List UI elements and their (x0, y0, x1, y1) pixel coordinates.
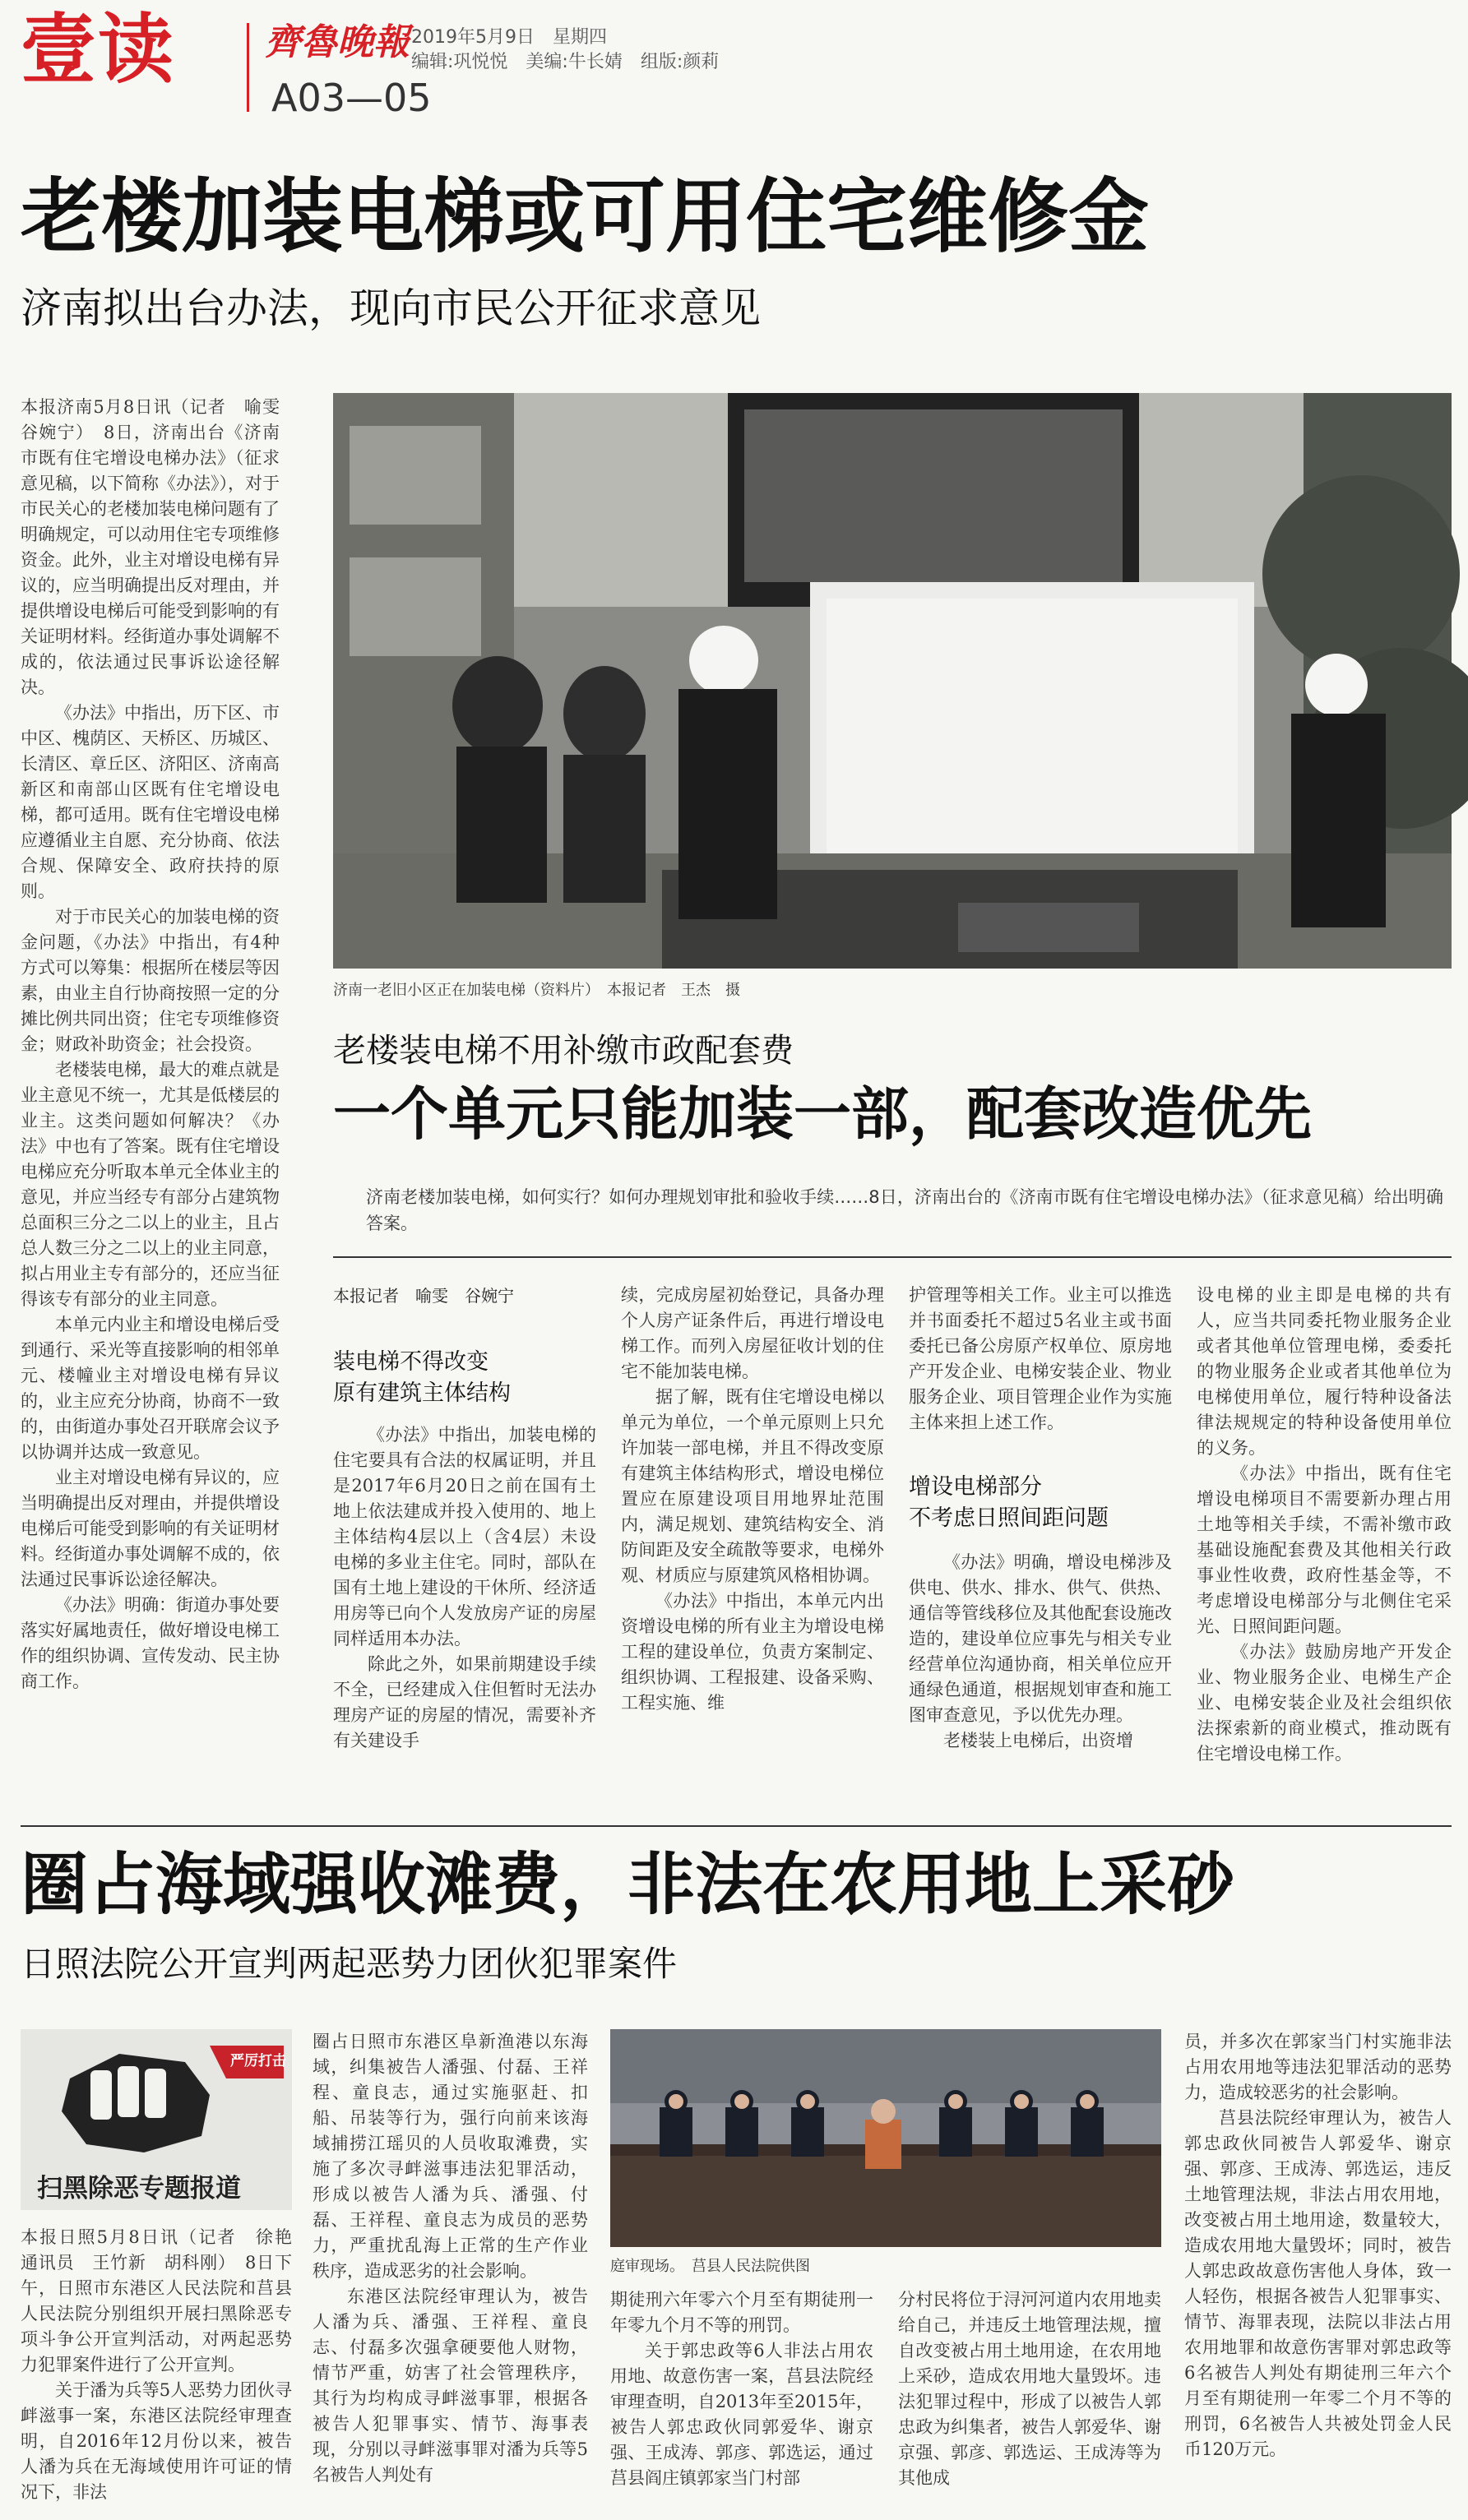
photo-caption: 济南一老旧小区正在加装电梯（资料片） 本报记者 王杰 摄 (333, 982, 740, 999)
courtroom-caption: 庭审现场。 莒县人民法院供图 (610, 2258, 810, 2275)
story2-paragraph: 《办法》中指出，加装电梯的住宅要具有合法的权属证明，并且是2017年6月20日之前在国有土地上依法建成并投入使用的、地上主体结构4层以上（含4层）未设电梯的多业主住宅。同时，部队在国有土地上建设的干休所、经济适用房等已向个人发放房产证的房屋同样适用本办法。 (333, 1425, 596, 1648)
elevator-photo (333, 393, 1452, 969)
story2-divider (333, 1256, 1452, 1258)
story2-col2 (621, 1283, 884, 1792)
story2-paragraph: 老楼装上电梯后，出资增 (943, 1731, 1133, 1750)
story2-paragraph: 《办法》鼓励房地产开发企业、物业服务企业、电梯生产企业、电梯安装企业及社会组织依法探索新的商业模式，推动既有住宅增设电梯工作。 (1197, 1642, 1452, 1764)
story2-paragraph: 续，完成房屋初始登记，具备办理个人房产证条件后，再进行增设电梯工作。而列入房屋征收计划的住宅不能加装电梯。 (621, 1285, 884, 1381)
story2-paragraph: 设电梯的业主即是电梯的共有人，应当共同委托物业服务企业或者其他单位管理电梯，委委托的物业服务企业或者其他单位为电梯使用单位，履行特种设备法律法规规定的特种设备使用单位的义务。 (1197, 1285, 1452, 1458)
story3-divider (21, 1825, 1452, 1827)
story2-kicker: 老楼装电梯不用补缴市政配套费 (333, 1032, 794, 1070)
story3-paragraph: 莒县法院经审理认为，被告人郭忠政伙同被告人郭爱华、谢京强、郭彦、王成涛、郭选运，违反土地管理法规，非法占用农用地，改变被占用土地用途，数量较大，造成农用地大量毁坏；同时，被告人郭忠政故意伤害他人身体，致一人轻伤，根据各被告人犯罪事实、情节、海罪表现，法院以非法占用农用地罪和故意伤害罪对郭忠政等6名被告人判处有期徒刑三年六个月至有期徒刑一年零二个月不等的刑罚，6名被告人共被处罚金人民币120万元。 (1184, 2108, 1452, 2459)
story3-col2 (313, 2029, 588, 2517)
masthead-divider (247, 23, 249, 112)
story2-paragraph: 《办法》明确，增设电梯涉及供电、供水、排水、供气、供热、通信等管线移位及其他配套设施改造的，建设单位应事先与相关专业经营单位沟通协商，相关单位应开通绿色通道，根据规划审查和施工图审查意见，予以优先办理。 (909, 1552, 1172, 1725)
story2-paragraph: 护管理等相关工作。业主可以推选并书面委托不超过5名业主或书面委托已备公房原产权单位、原房地产开发企业、电梯安装企业、物业服务企业、项目管理企业作为实施主体来担上述工作。 (909, 1285, 1172, 1432)
story1-paragraph: 业主对增设电梯有异议的，应当明确提出反对理由，并提供增设电梯后可能受到影响的有关证明材料。经街道办事处调解不成的，依法通过民事诉讼途径解决。 (21, 1468, 280, 1589)
story2-col1 (333, 1422, 596, 1792)
story1-paragraph: 本单元内业主和增设电梯后受到通行、采光等直接影响的相邻单元、楼幢业主对增设电梯有异议的，业主应充分协商，协商不一致的，由街道办事处召开联席会议予以协调并达成一致意见。 (21, 1315, 280, 1462)
badge-tag: 严厉打击 (230, 2053, 286, 2069)
story3-col1 (21, 2225, 309, 2517)
story3-paragraph: 员，并多次在郭家当门村实施非法占用农用地等违法犯罪活动的恶势力，造成较恶劣的社会影响。 (1184, 2032, 1452, 2102)
editor-credits: 编辑:巩悦悦 美编:牛长婧 组版:颜莉 (411, 52, 720, 72)
story2-headline: 一个单元只能加装一部，配套改造优先 (333, 1080, 1312, 1148)
issue-date: 2019年5月9日 星期四 (411, 27, 607, 48)
story1-paragraph: 对于市民关心的加装电梯的资金问题，《办法》中指出，有4种方式可以筹集：根据所在楼层等因素，由业主自行协商按照一定的分摊比例共同出资；住宅专项维修资金；财政补助资金；社会投资。 (21, 907, 280, 1054)
story2-paragraph: 除此之外，如果前期建设手续不全，已经建成入住但暂时无法办理房产证的房屋的情况，需要补齐有关建设手 (333, 1654, 596, 1750)
story1-paragraph: 《办法》明确：街道办事处要落实好属地责任，做好增设电梯工作的组织协调、宣传发动、民主协商工作。 (21, 1595, 280, 1691)
story1-paragraph: 本报济南5月8日讯（记者 喻雯 谷婉宁） 8日，济南出台《济南市既有住宅增设电梯办法》（征求意见稿，以下简称《办法》），对于市民关心的老楼加装电梯问题有了明确规定，可以动用住宅专项维修资金。此外，业主对增设电梯有异议的，应当明确提出反对理由，并提供增设电梯后可能受到影响的有关证明材料。经街道办事处调解不成的，依法通过民事诉讼途径解决。 (21, 397, 297, 697)
crackdown-badge (21, 2029, 292, 2210)
story1-headline: 老楼加装电梯或可用住宅维修金 (21, 170, 1150, 264)
story2-section2-title: 增设电梯部分 不考虑日照间距问题 (909, 1474, 1109, 1531)
section-brand: 壹读 (21, 6, 176, 94)
story2-byline: 本报记者 喻雯 谷婉宁 (333, 1286, 514, 1306)
story3-headline: 圈占海域强收滩费，非法在农用地上采砂 (21, 1846, 1235, 1924)
page-number: A03—05 (271, 76, 432, 120)
story2-paragraph: 据了解，既有住宅增设电梯以单元为单位，一个单元原则上只允许加装一部电梯，并且不得改变原有建筑主体结构形式，增设电梯位置应在原建设项目用地界址范围内，满足规划、建筑结构安全、消防间距及安全疏散等要求，电梯外观、材质应与原建筑风格相协调。 (621, 1387, 884, 1585)
story2-paragraph: 《办法》中指出，既有住宅增设电梯项目不需要新办理占用土地等相关手续，不需补缴市政基础设施配套费及其他相关行政事业性收费，政府性基金等，不考虑增设电梯部分与北侧住宅采光、日照间距问题。 (1197, 1463, 1452, 1636)
badge-label: 扫黑除恶专题报道 (37, 2174, 241, 2203)
story2-intro (366, 1184, 1443, 1242)
story1-body (21, 395, 297, 1792)
story1-paragraph: 《办法》中指出，历下区、市中区、槐荫区、天桥区、历城区、长清区、章丘区、济阳区、济南高新区和南部山区既有住宅增设电梯，都可适用。既有住宅增设电梯应遵循业主自愿、充分协商、依法合规、保障安全、政府扶持的原则。 (21, 703, 280, 901)
story3-paragraph: 关于潘为兵等5人恶势力团伙寻衅滋事一案，东港区法院经审理查明，自2016年12月份以来，被告人潘为兵在无海域使用许可证的情况下，非法 (21, 2380, 292, 2502)
story1-subhead: 济南拟出台办法，现向市民公开征求意见 (21, 284, 761, 332)
story3-col5 (1184, 2029, 1452, 2517)
story2-col3-bottom (909, 1550, 1172, 1792)
story3-paragraph: 圈占日照市东港区阜新渔港以东海域，纠集被告人潘强、付磊、王祥程、童良志，通过实施驱赶、扣船、吊装等行为，强行向前来该海域捕捞江瑶贝的人员收取滩费，实施了多次寻衅滋事违法犯罪活动，形成以被告人潘为兵、潘强、付磊、王祥程、童良志为成员的恶势力，严重扰乱海上正常的生产作业秩序，造成恶劣的社会影响。 (313, 2032, 588, 2281)
story2-section1-title: 装电梯不得改变 原有建筑主体结构 (333, 1349, 511, 1406)
story3-paragraph: 东港区法院经审理认为，被告人潘为兵、潘强、王祥程、童良志、付磊多次强拿硬要他人财物，情节严重，妨害了社会管理秩序，其行为均构成寻衅滋事罪，根据各被告人犯罪事实、情节、海事表现，分别以寻衅滋事罪对潘为兵等5名被告人判处有 (313, 2286, 588, 2485)
story2-col3-top (909, 1283, 1172, 1447)
story2-intro-text: 济南老楼加装电梯，如何实行？如何办理规划审批和验收手续……8日，济南出台的《济南市既有住宅增设电梯办法》（征求意见稿）给出明确答案。 (366, 1187, 1443, 1233)
story3-paragraph: 分村民将位于浔河河道内农用地卖给自己，并违反土地管理法规，擅自改变被占用土地用途，在农用地上采砂，造成农用地大量毁坏。违法犯罪过程中，形成了以被告人郭忠政为纠集者，被告人郭爱华、谢京强、郭彦、郭选运、王成涛等为其他成 (898, 2290, 1161, 2488)
newspaper-logo: 齊魯晚報 (265, 21, 410, 63)
story3-subhead: 日照法院公开宣判两起恶势力团伙犯罪案件 (21, 1944, 678, 1984)
story1-paragraph: 老楼装电梯，最大的难点就是业主意见不统一，尤其是低楼层的业主。这类问题如何解决？《办法》中也有了答案。既有住宅增设电梯应充分听取本单元全体业主的意见，并应当经专有部分占建筑物总面积三分之二以上的业主，且占总人数三分之二以上的业主同意，拟占用业主专有部分的，还应当征得该专有部分的业主同意。 (21, 1060, 280, 1309)
story2-col4 (1197, 1283, 1452, 1792)
story3-col4 (898, 2287, 1161, 2517)
story2-paragraph: 《办法》中指出，本单元内出资增设电梯的所有业主为增设电梯工程的建设单位，负责方案制定、组织协调、工程报建、设备采购、工程实施、维 (621, 1591, 884, 1713)
story3-paragraph: 期徒刑六年零六个月至有期徒刑一年零九个月不等的刑罚。 (610, 2290, 873, 2335)
story3-paragraph: 本报日照5月8日讯（记者 徐艳 通讯员 王竹新 胡科刚） 8日下午，日照市东港区人民法院和莒县人民法院分别组织开展扫黑除恶专项斗争公开宣判活动，对两起恶势力犯罪案件进行了公开宣判。 (21, 2227, 309, 2374)
courtroom-photo (610, 2029, 1161, 2247)
story3-col3 (610, 2287, 873, 2517)
story3-paragraph: 关于郭忠政等6人非法占用农用地、故意伤害一案，莒县法院经审理查明，自2013年至2015年，被告人郭忠政伙同郭爱华、谢京强、王成涛、郭彦、郭选运，通过莒县阎庄镇郭家当门村部 (610, 2341, 873, 2488)
